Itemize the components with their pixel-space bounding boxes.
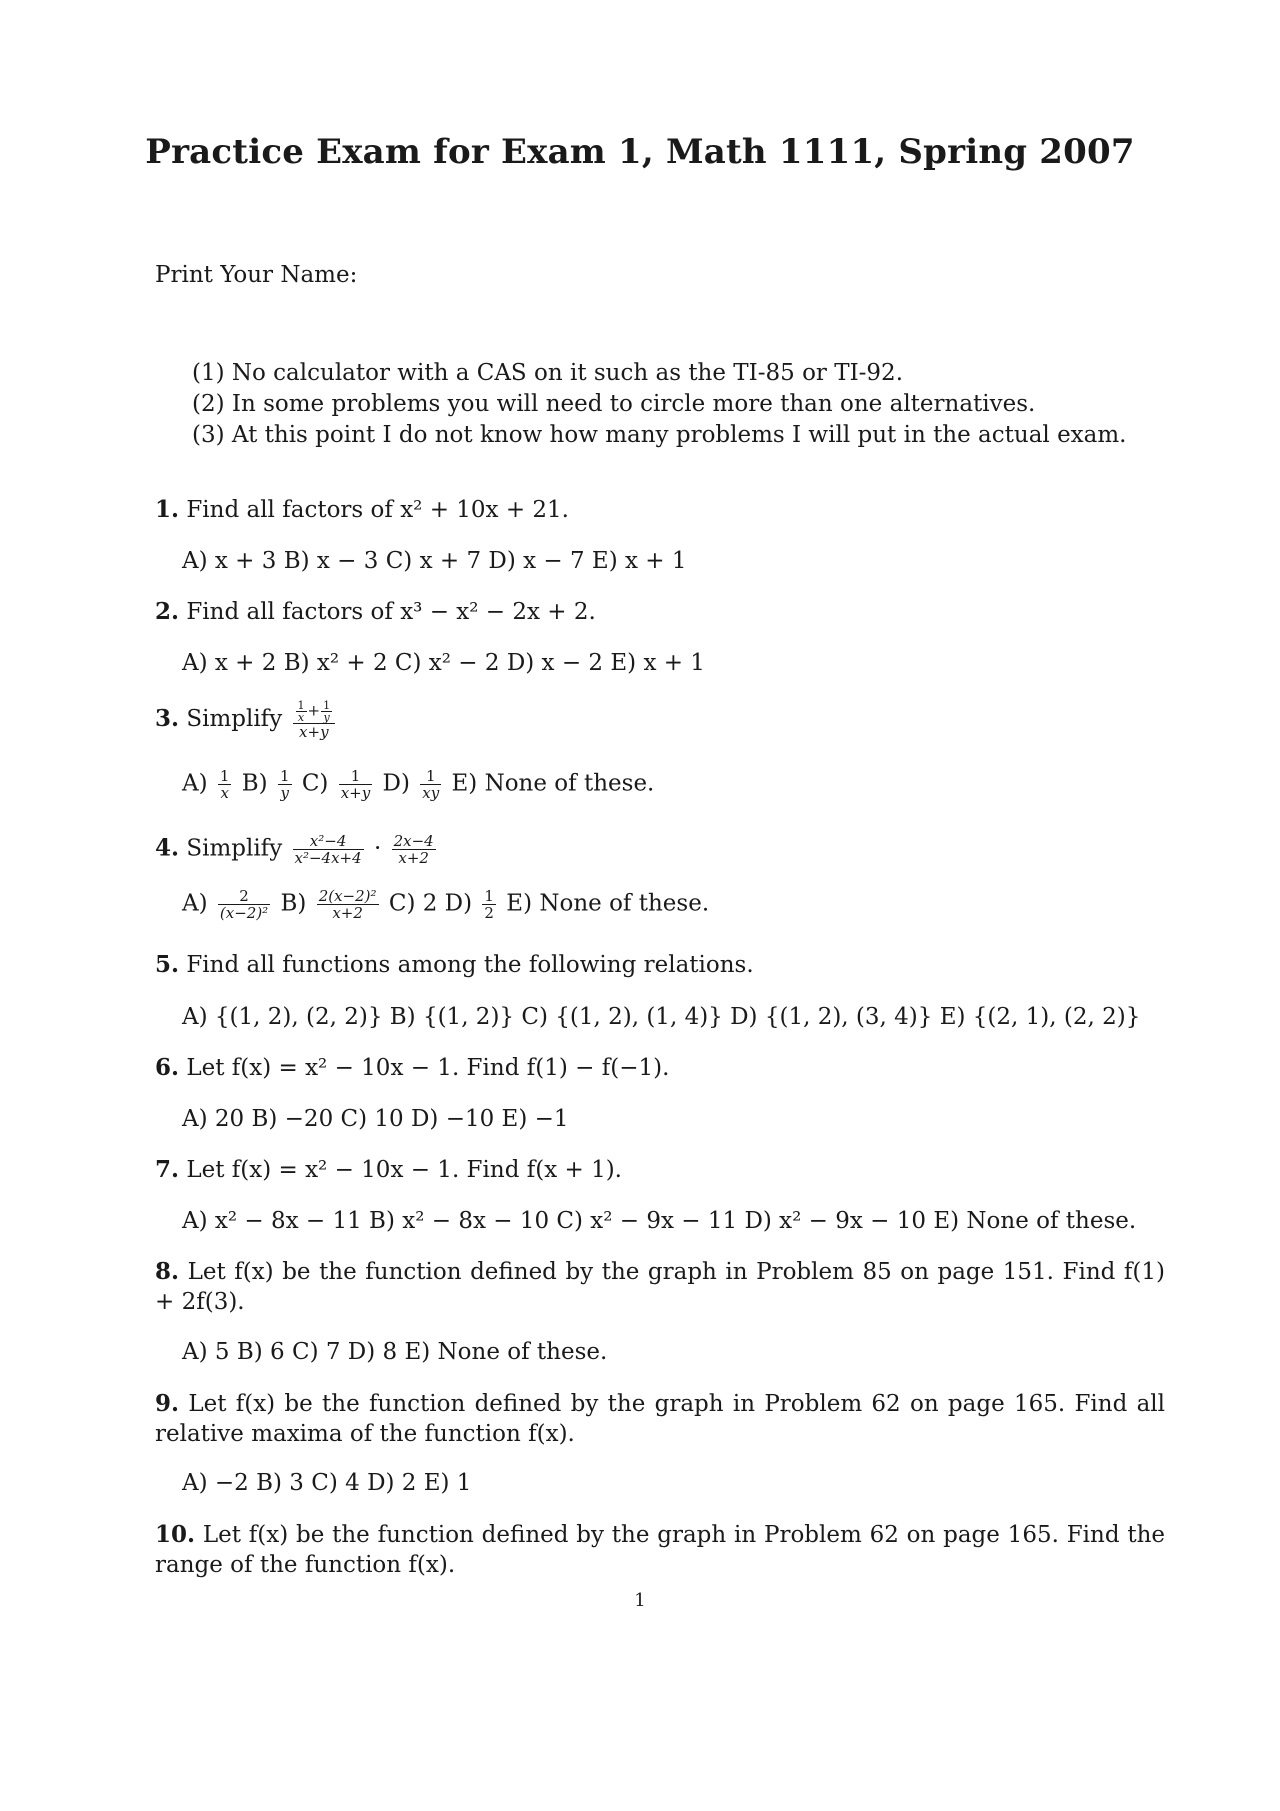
rule-item: (3) At this point I do not know how many problems I will put in the actual exam. xyxy=(192,422,1127,448)
question-number: 5. xyxy=(155,951,180,978)
answers-9: A) −2 B) 3 C) 4 D) 2 E) 1 xyxy=(182,1470,472,1496)
question-number: 1. xyxy=(155,496,180,523)
question-number: 2. xyxy=(155,598,180,625)
question-number: 9. xyxy=(155,1390,180,1417)
question-9 xyxy=(155,1389,1165,1449)
question-2 xyxy=(155,597,1165,627)
answers-5: A) {(1, 2), (2, 2)} B) {(1, 2)} C) {(1, 2), (1, 4)} D) {(1, 2), (3, 4)} E) {(2, 1), (2, 2)} xyxy=(182,1004,1141,1030)
question-text: Simplify xyxy=(186,835,283,862)
question-text: Simplify xyxy=(186,706,283,732)
question-1 xyxy=(155,495,1165,525)
rules-list xyxy=(192,358,1127,451)
question-number: 3. xyxy=(155,705,180,732)
question-text: Find all functions among the following relations. xyxy=(186,952,754,978)
question-6 xyxy=(155,1053,1165,1083)
question-7 xyxy=(155,1155,1165,1185)
question-4: 4. Simplify $\frac{\text{x²−4}}{\text{x²−4x+4}}$ · $\frac{2x-4}{x+2}$ xyxy=(155,832,434,867)
complex-fraction: $\frac{1}{x}$ + $\frac{1}{y}$ x+y xyxy=(293,700,336,740)
answers-8: A) 5 B) 6 C) 7 D) 8 E) None of these. xyxy=(182,1339,608,1365)
question-10 xyxy=(155,1520,1165,1580)
question-number: 4. xyxy=(155,834,180,862)
question-3 xyxy=(155,700,1165,740)
answers-3: A) $\frac{1}{x}$ B) $\frac{1}{y}$ C) $\frac{1}{x+y}$ D) $\frac{1}{xy}$ E) None of these. xyxy=(182,767,655,802)
question-number: 7. xyxy=(155,1156,180,1183)
answers-7: A) x² − 8x − 11 B) x² − 8x − 10 C) x² − 9x − 11 D) x² − 9x − 10 E) None of these. xyxy=(182,1208,1137,1234)
question-text: Let f(x) = x² − 10x − 1. Find f(x + 1). xyxy=(186,1157,622,1183)
page-number: 1 xyxy=(634,1590,646,1611)
question-5 xyxy=(155,950,1165,980)
page-title: Practice Exam for Exam 1, Math 1111, Spring 2007 xyxy=(145,132,1135,172)
question-text: Find all factors of x³ − x² − 2x + 2. xyxy=(186,599,596,625)
question-text: Find all factors of x² + 10x + 21. xyxy=(186,497,569,523)
question-text: Let f(x) be the function defined by the graph in Problem 85 on page 151. Find f(1) + 2f(3). xyxy=(155,1259,1166,1315)
rule-item: (2) In some problems you will need to circle more than one alternatives. xyxy=(192,391,1036,417)
question-text: Let f(x) = x² − 10x − 1. Find f(1) − f(−1). xyxy=(186,1055,670,1081)
answers-2: A) x + 2 B) x² + 2 C) x² − 2 D) x − 2 E) x + 1 xyxy=(182,650,705,676)
question-text: Let f(x) be the function defined by the graph in Problem 62 on page 165. Find all relative maxima of the function f(x). xyxy=(155,1391,1166,1447)
answers-1: A) x + 3 B) x − 3 C) x + 7 D) x − 7 E) x + 1 xyxy=(182,548,687,574)
question-number: 6. xyxy=(155,1054,180,1081)
answers-4: A) $\frac{2}{\text{(x−2)²}}$ B) $\frac{\text{2(x−2)²}}{x+2}$ C) 2 D) $\frac{1}{2}$ E) None of these. xyxy=(182,887,710,922)
question-text: Let f(x) be the function defined by the graph in Problem 62 on page 165. Find the range of the function f(x). xyxy=(155,1522,1166,1578)
question-number: 10. xyxy=(155,1521,196,1548)
rule-item: (1) No calculator with a CAS on it such as the TI-85 or TI-92. xyxy=(192,360,904,386)
name-label: Print Your Name: xyxy=(155,262,358,288)
answers-6: A) 20 B) −20 C) 10 D) −10 E) −1 xyxy=(182,1106,569,1132)
question-8 xyxy=(155,1257,1165,1317)
question-number: 8. xyxy=(155,1258,180,1285)
